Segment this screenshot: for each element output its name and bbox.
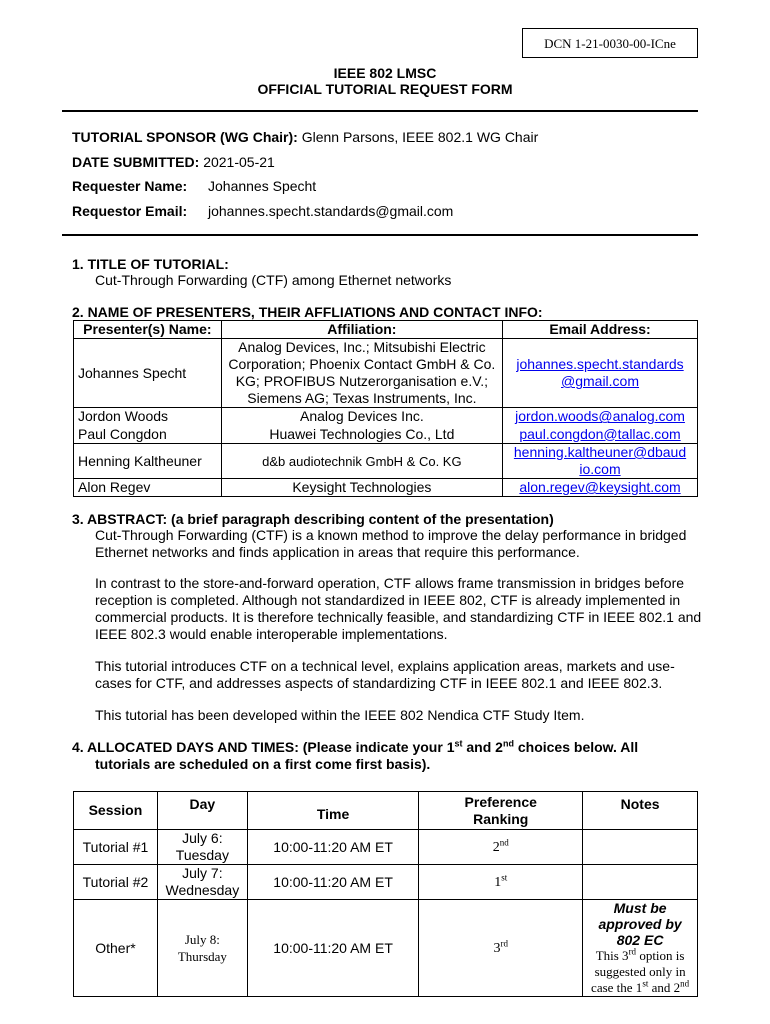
table-row	[74, 865, 698, 900]
rank-cell[interactable]	[419, 830, 583, 865]
notes-cell[interactable]	[583, 900, 698, 997]
rank-cell[interactable]	[419, 900, 583, 997]
document-number: DCN 1-21-0030-00-ICne	[522, 28, 698, 58]
table-row	[74, 444, 698, 479]
date-value: 2021-05-21	[203, 154, 275, 170]
notes-cell[interactable]	[583, 865, 698, 900]
sponsor-label: TUTORIAL SPONSOR (WG Chair):	[72, 129, 298, 145]
note-text-part: and 2	[648, 980, 681, 995]
superscript: nd	[499, 836, 509, 847]
rank-value: 2	[492, 839, 500, 855]
schedule-table	[73, 791, 698, 997]
day-date: July 8:	[184, 932, 220, 947]
column-header: Affiliation:	[221, 321, 502, 339]
session-cell: Other*	[74, 900, 158, 997]
date-label: DATE SUBMITTED:	[72, 154, 200, 170]
day-weekday: Wednesday	[165, 882, 240, 898]
form-title: OFFICIAL TUTORIAL REQUEST FORM	[257, 81, 513, 97]
requester-email-value: johannes.specht.standards@gmail.com	[208, 203, 454, 219]
section-3-heading: 3. ABSTRACT: (a brief paragraph describing content of the presentation)	[72, 511, 554, 527]
column-header: Session	[74, 792, 158, 830]
tutorial-title-value: Cut-Through Forwarding (CTF) among Ethernet networks	[95, 272, 452, 288]
section-2-heading: 2. NAME OF PRESENTERS, THEIR AFFLIATIONS AND CONTACT INFO:	[72, 304, 543, 320]
presenter-name: Paul Congdon	[74, 426, 222, 444]
superscript: rd	[500, 937, 508, 948]
section-1-heading: 1. TITLE OF TUTORIAL:	[72, 256, 229, 272]
presenters-table	[73, 320, 698, 497]
superscript: nd	[502, 738, 514, 749]
rank-value: 3	[493, 940, 501, 956]
superscript: st	[454, 738, 463, 749]
session-cell: Tutorial #2	[74, 865, 158, 900]
abstract-paragraph-4: This tutorial has been developed within the IEEE 802 Nendica CTF Study Item.	[95, 707, 585, 723]
day-date: July 6:	[182, 830, 223, 846]
day-cell	[157, 830, 247, 865]
presenter-email-link[interactable]: henning.kaltheuner@dbaudio.com	[513, 444, 687, 477]
section-4-heading	[72, 739, 638, 756]
table-row	[74, 830, 698, 865]
day-date: July 7:	[182, 865, 223, 881]
presenter-affiliation: Analog Devices, Inc.; Mitsubishi Electric Corporation; Phoenix Contact GmbH & Co. KG; PROFIBUS Nutzerorganisation e.V.; Siemens AG; Texas Instruments, Inc.	[221, 339, 502, 408]
presenter-affiliation: Huawei Technologies Co., Ltd	[221, 426, 502, 444]
note-text-part: option is suggested only in case the 1	[591, 948, 686, 995]
presenter-email[interactable]	[503, 444, 698, 479]
note-text	[585, 948, 695, 996]
note-title: Must be approved by 802 EC	[598, 900, 682, 948]
abstract-paragraph-3: This tutorial introduces CTF on a technical level, explains application areas, markets and use-cases for CTF, and addresses aspects of standardizing CTF in IEEE 802.1 and IEEE 802.3.	[95, 658, 675, 691]
rank-value: 1	[494, 874, 502, 890]
sponsor-value: Glenn Parsons, IEEE 802.1 WG Chair	[301, 129, 539, 145]
table-row	[74, 426, 698, 444]
day-weekday: Thursday	[177, 949, 227, 964]
notes-cell[interactable]	[583, 830, 698, 865]
table-row	[74, 339, 698, 408]
presenter-email-link[interactable]: paul.congdon@tallac.com	[519, 425, 681, 442]
abstract-paragraph-1: Cut-Through Forwarding (CTF) is a known method to improve the delay performance in bridged Ethernet networks and finds application in areas that require this performance.	[95, 527, 687, 560]
divider-middle	[62, 234, 698, 236]
table-row	[74, 408, 698, 426]
section-4-heading-text: choices below. All	[513, 739, 639, 755]
presenter-affiliation: Analog Devices Inc.	[221, 408, 502, 426]
presenter-name: Johannes Specht	[74, 339, 222, 408]
table-row	[74, 900, 698, 997]
presenter-email-link[interactable]: jordon.woods@analog.com	[515, 408, 685, 425]
note-text-part: This 3	[595, 948, 629, 963]
section-4-heading-text: 4. ALLOCATED DAYS AND TIMES: (Please indicate your 1	[72, 739, 455, 755]
presenter-name: Henning Kaltheuner	[74, 444, 222, 479]
rank-cell[interactable]	[419, 865, 583, 900]
time-cell: 10:00-11:20 AM ET	[247, 900, 418, 997]
presenter-email[interactable]	[503, 408, 698, 426]
day-weekday: Tuesday	[175, 847, 229, 863]
superscript: st	[501, 871, 508, 882]
presenter-affiliation: Keysight Technologies	[221, 479, 502, 497]
presenter-name: Jordon Woods	[74, 408, 222, 426]
column-header: Preference Ranking	[419, 792, 583, 830]
column-header: Notes	[583, 792, 698, 830]
presenter-name: Alon Regev	[74, 479, 222, 497]
section-4-heading-line2: tutorials are scheduled on a first come first basis).	[95, 756, 431, 772]
sponsor-field	[72, 129, 538, 146]
day-cell	[157, 900, 247, 997]
superscript: nd	[680, 978, 690, 989]
session-cell: Tutorial #1	[74, 830, 158, 865]
presenter-affiliation: d&b audiotechnik GmbH & Co. KG	[221, 444, 502, 479]
day-cell	[157, 865, 247, 900]
form-title-org: IEEE 802 LMSC	[333, 65, 437, 81]
requester-email-label: Requestor Email:	[72, 203, 188, 219]
presenter-email[interactable]	[503, 339, 698, 408]
presenter-email-link[interactable]: johannes.specht.standards@gmail.com	[516, 356, 684, 389]
superscript: rd	[628, 946, 637, 957]
time-cell: 10:00-11:20 AM ET	[247, 830, 418, 865]
column-header: Day	[157, 792, 247, 830]
section-4-heading-text: and 2	[462, 739, 503, 755]
requester-name-value: Johannes Specht	[208, 178, 317, 194]
column-header: Presenter(s) Name:	[74, 321, 222, 339]
column-header: Time	[247, 792, 418, 830]
superscript: st	[642, 978, 649, 989]
table-row	[74, 479, 698, 497]
abstract-paragraph-2: In contrast to the store-and-forward operation, CTF allows frame transmission in bridges before reception is completed. Although not standardized in IEEE 802, CTF is already implemented in commercial products. It is therefore technically feasible, and standardizing CTF in IEEE 802.1 and IEEE 802.3 would enable interoperable implementations.	[95, 575, 702, 642]
schedule-header-row	[74, 792, 698, 830]
presenter-email-link[interactable]: alon.regev@keysight.com	[519, 479, 681, 495]
requester-name-label: Requester Name:	[72, 178, 188, 194]
date-field	[72, 154, 275, 171]
time-cell: 10:00-11:20 AM ET	[247, 865, 418, 900]
column-header: Email Address:	[503, 321, 698, 339]
presenter-email[interactable]	[503, 479, 698, 497]
presenters-header-row	[74, 321, 698, 339]
divider-top	[62, 110, 698, 112]
presenter-email[interactable]	[503, 426, 698, 444]
